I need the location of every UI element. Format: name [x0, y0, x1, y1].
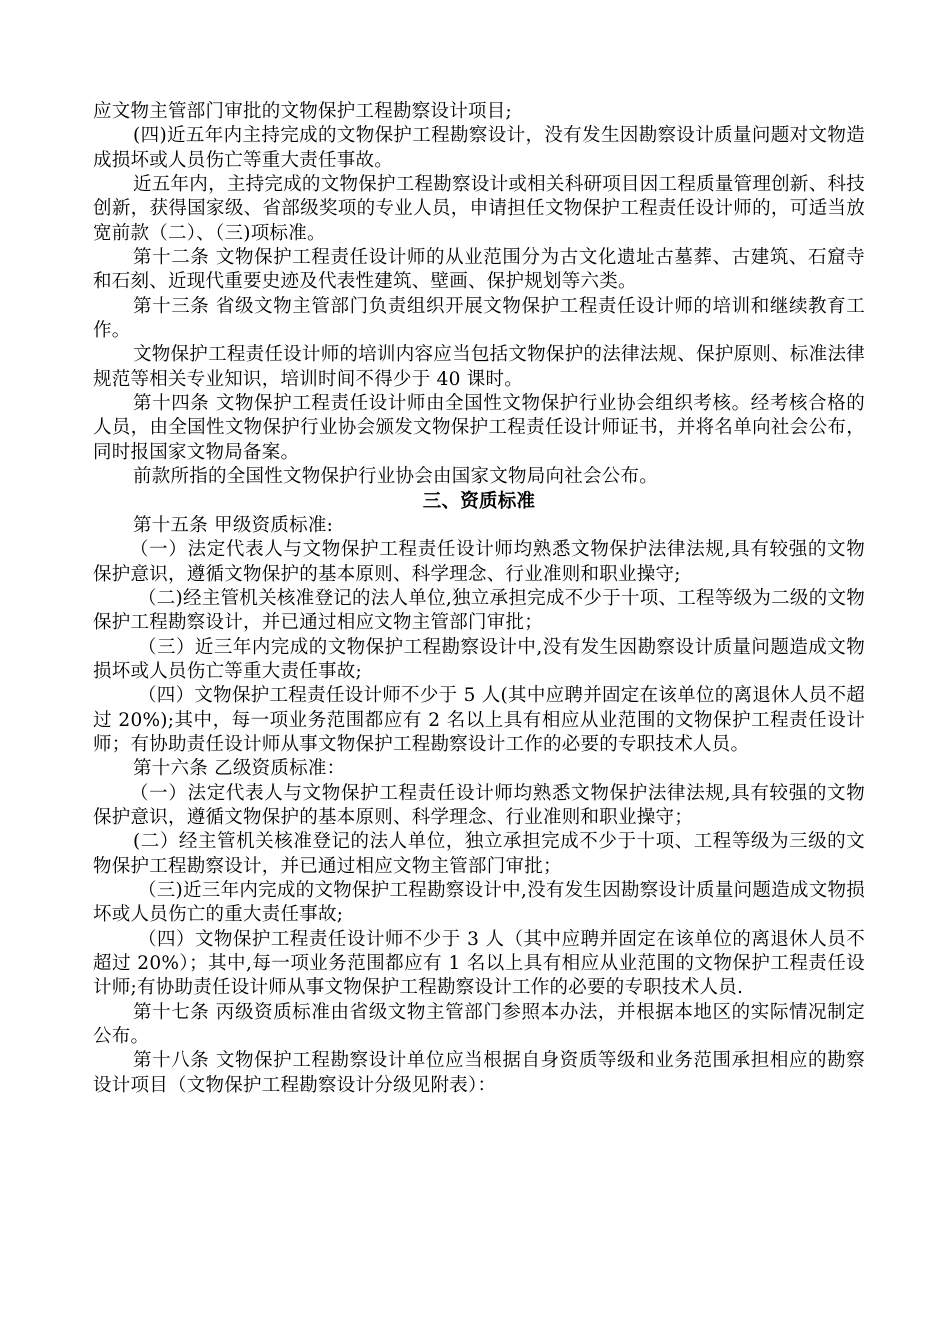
article-16: 第十六条 乙级资质标准： [133, 758, 346, 780]
article-12: 第十二条 文物保护工程责任设计师的从业范围分为古文化遗址古墓葬、古建筑、石窟寺和石刻、近现代重要史迹及代表性建筑、壁画、保护规划等六类。 [93, 247, 865, 293]
class-b-item-1: （一）法定代表人与文物保护工程责任设计师均熟悉文物保护法律法规,具有较强的文物保护意识，遵循文物保护的基本原则、科学理念、行业准则和职业操守； [93, 782, 865, 828]
document-page [93, 100, 865, 1098]
paragraph-item-4: (四)近五年内主持完成的文物保护工程勘察设计，没有发生因勘察设计质量问题对文物造成损坏或人员伤亡等重大责任事故。 [93, 125, 865, 171]
class-a-item-3: （三）近三年内完成的文物保护工程勘察设计中,没有发生因勘察设计质量问题造成文物损坏或人员伤亡等重大责任事故; [93, 636, 865, 682]
article-14: 第十四条 文物保护工程责任设计师由全国性文物保护行业协会组织考核。经考核合格的人员，由全国性文物保护行业协会颁发文物保护工程责任设计师证书，并将名单向社会公布，同时报国家文物局备案。 [93, 393, 865, 463]
class-a-item-2: （二)经主管机关核准登记的法人单位,独立承担完成不少于十项、工程等级为二级的文物保护工程勘察设计，并已通过相应文物主管部门审批； [93, 587, 865, 634]
section-heading: 三、资质标准 [422, 490, 536, 512]
paragraph-continuation: 应文物主管部门审批的文物保护工程勘察设计项目; [93, 101, 512, 122]
article-15: 第十五条 甲级资质标准: [133, 514, 334, 536]
class-b-item-3: （三)近三年内完成的文物保护工程勘察设计中,没有发生因勘察设计质量问题造成文物损坏或人员伤亡的重大责任事故; [93, 880, 865, 926]
class-a-item-4: （四）文物保护工程责任设计师不少于 5 人(其中应聘并固定在该单位的离退休人员不超过 20%);其中，每一项业务范围都应有 2 名以上具有相应从业范围的文物保护工程责任设计师；有协助责任设计师从事文物保护工程勘察设计工作的必要的专职技术人员。 [93, 685, 865, 755]
paragraph-association: 前款所指的全国性文物保护行业协会由国家文物局向社会公布。 [133, 466, 659, 488]
article-18: 第十八条 文物保护工程勘察设计单位应当根据自身资质等级和业务范围承担相应的勘察设计项目（文物保护工程勘察设计分级见附表）： [93, 1050, 865, 1096]
class-a-item-1: （一）法定代表人与文物保护工程责任设计师均熟悉文物保护法律法规,具有较强的文物保护意识，遵循文物保护的基本原则、科学理念、行业准则和职业操守; [93, 539, 865, 585]
paragraph-training-content: 文物保护工程责任设计师的培训内容应当包括文物保护的法律法规、保护原则、标准法律规范等相关专业知识，培训时间不得少于 40 课时。 [93, 344, 865, 390]
class-b-item-4: （四）文物保护工程责任设计师不少于 3 人（其中应聘并固定在该单位的离退休人员不超过 20%）；其中,每一项业务范围都应有 1 名以上具有相应从业范围的文物保护工程责任设计师;有协助责任设计师从事文物保护工程勘察设计工作的必要的专职技术人员. [93, 928, 865, 999]
class-b-item-2: (二）经主管机关核准登记的法人单位，独立承担完成不少于十项、工程等级为三级的文物保护工程勘察设计，并已通过相应文物主管部门审批； [93, 831, 865, 877]
article-17: 第十七条 丙级资质标准由省级文物主管部门参照本办法，并根据本地区的实际情况制定公布。 [93, 1001, 865, 1048]
article-13: 第十三条 省级文物主管部门负责组织开展文物保护工程责任设计师的培训和继续教育工作。 [93, 295, 865, 342]
paragraph-relaxation-clause: 近五年内，主持完成的文物保护工程勘察设计或相关科研项目因工程质量管理创新、科技创新，获得国家级、省部级奖项的专业人员，申请担任文物保护工程责任设计师的，可适当放宽前款（二）、（三)项标准。 [93, 174, 865, 244]
